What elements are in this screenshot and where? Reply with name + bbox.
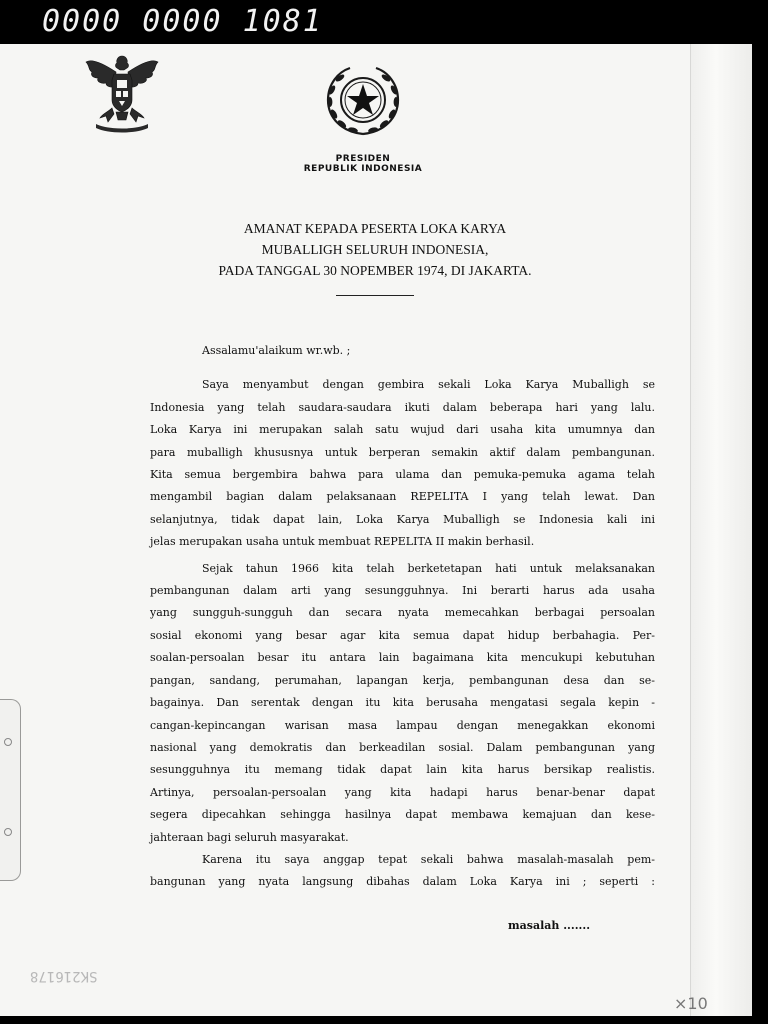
- letterhead: [268, 154, 458, 174]
- document-page: [0, 44, 752, 1016]
- film-frame-number: 0000 0000 1081: [42, 4, 323, 39]
- text-line: nasional yang demokratis dan berkeadilan sosial. Dalam pembangunan yang: [150, 740, 655, 754]
- text-line: sosial ekonomi yang besar agar kita semua dapat hidup berbahagia. Per-: [150, 628, 655, 642]
- binding-hole-icon: [4, 828, 12, 836]
- text-line: Kita semua bergembira bahwa para ulama dan pemuka-pemuka agama telah: [150, 468, 655, 482]
- text-line: Sejak tahun 1966 kita telah berketetapan hati untuk melaksanakan: [202, 561, 655, 575]
- title-divider: [336, 295, 414, 296]
- text-line: selanjutnya, tidak dapat lain, Loka Karya Muballigh se Indonesia kali ini: [150, 512, 655, 526]
- text-line: segera dipecahkan sehingga hasilnya dapat membawa kemajuan dan kese-: [150, 808, 655, 822]
- letter-body: [150, 340, 655, 894]
- text-line: sesungguhnya itu memang tidak dapat lain kita harus bersikap realistis.: [150, 763, 655, 777]
- corner-mark: ×10: [674, 994, 708, 1013]
- text-line: Karena itu saya anggap tepat sekali bahwa masalah-masalah pem-: [202, 852, 655, 866]
- text-line: pangan, sandang, perumahan, lapangan kerja, pembangunan desa dan se-: [150, 673, 655, 687]
- text-line: jelas merupakan usaha untuk membuat REPELITA II makin berhasil.: [150, 535, 535, 549]
- binding-hole-icon: [4, 738, 12, 746]
- text-line: Saya menyambut dengan gembira sekali Loka Karya Muballigh se: [202, 378, 655, 392]
- page-edge: [690, 44, 752, 1016]
- title-line: MUBALLIGH SELURUH INDONESIA,: [261, 242, 489, 257]
- catchword: masalah .......: [508, 919, 591, 932]
- text-line: bangunan yang nyata langsung dibahas dalam Loka Karya ini ; seperti :: [150, 875, 655, 889]
- text-line: mengambil bagian dalam pelaksanaan REPELITA I yang telah lewat. Dan: [150, 490, 655, 504]
- garuda-emblem-icon: [82, 50, 162, 134]
- letterhead-line: PRESIDEN: [335, 154, 391, 164]
- text-line: Indonesia yang telah saudara-saudara ikuti dalam beberapa hari yang lalu.: [150, 400, 655, 414]
- text-line: pembangunan dalam arti yang sesungguhnya. Ini berarti harus ada usaha: [150, 584, 655, 598]
- document-title: [150, 218, 600, 281]
- archive-stamp: SK216178: [30, 968, 98, 984]
- title-line: PADA TANGGAL 30 NOPEMBER 1974, DI JAKARTA.: [218, 263, 532, 278]
- text-line: para muballigh khususnya untuk berperan semakin aktif dalam pembangunan.: [150, 445, 655, 459]
- paragraph: [150, 374, 655, 553]
- presidential-seal-icon: [320, 60, 406, 140]
- film-header: [0, 0, 768, 44]
- letterhead-line: REPUBLIK INDONESIA: [303, 164, 423, 174]
- paragraph: [150, 849, 655, 894]
- salutation: Assalamu'alaikum wr.wb. ;: [202, 344, 351, 357]
- text-line: cangan-kepincangan warisan masa lampau dengan menegakkan ekonomi: [150, 718, 655, 732]
- text-line: jahteraan bagi seluruh masyarakat.: [150, 830, 349, 844]
- title-line: AMANAT KEPADA PESERTA LOKA KARYA: [243, 221, 507, 236]
- text-line: yang sungguh-sungguh dan secara nyata memecahkan berbagai persoalan: [150, 606, 655, 620]
- text-line: bagainya. Dan serentak dengan itu kita berusaha mengatasi segala kepin -: [150, 696, 655, 710]
- text-line: Artinya, persoalan-persoalan yang kita hadapi harus benar-benar dapat: [150, 785, 655, 799]
- paragraph: [150, 558, 655, 849]
- text-line: soalan-persoalan besar itu antara lain bagaimana kita mencukupi kebutuhan: [150, 651, 655, 665]
- text-line: Loka Karya ini merupakan salah satu wujud dari usaha kita umumnya dan: [150, 423, 655, 437]
- binding-tab: [0, 699, 21, 881]
